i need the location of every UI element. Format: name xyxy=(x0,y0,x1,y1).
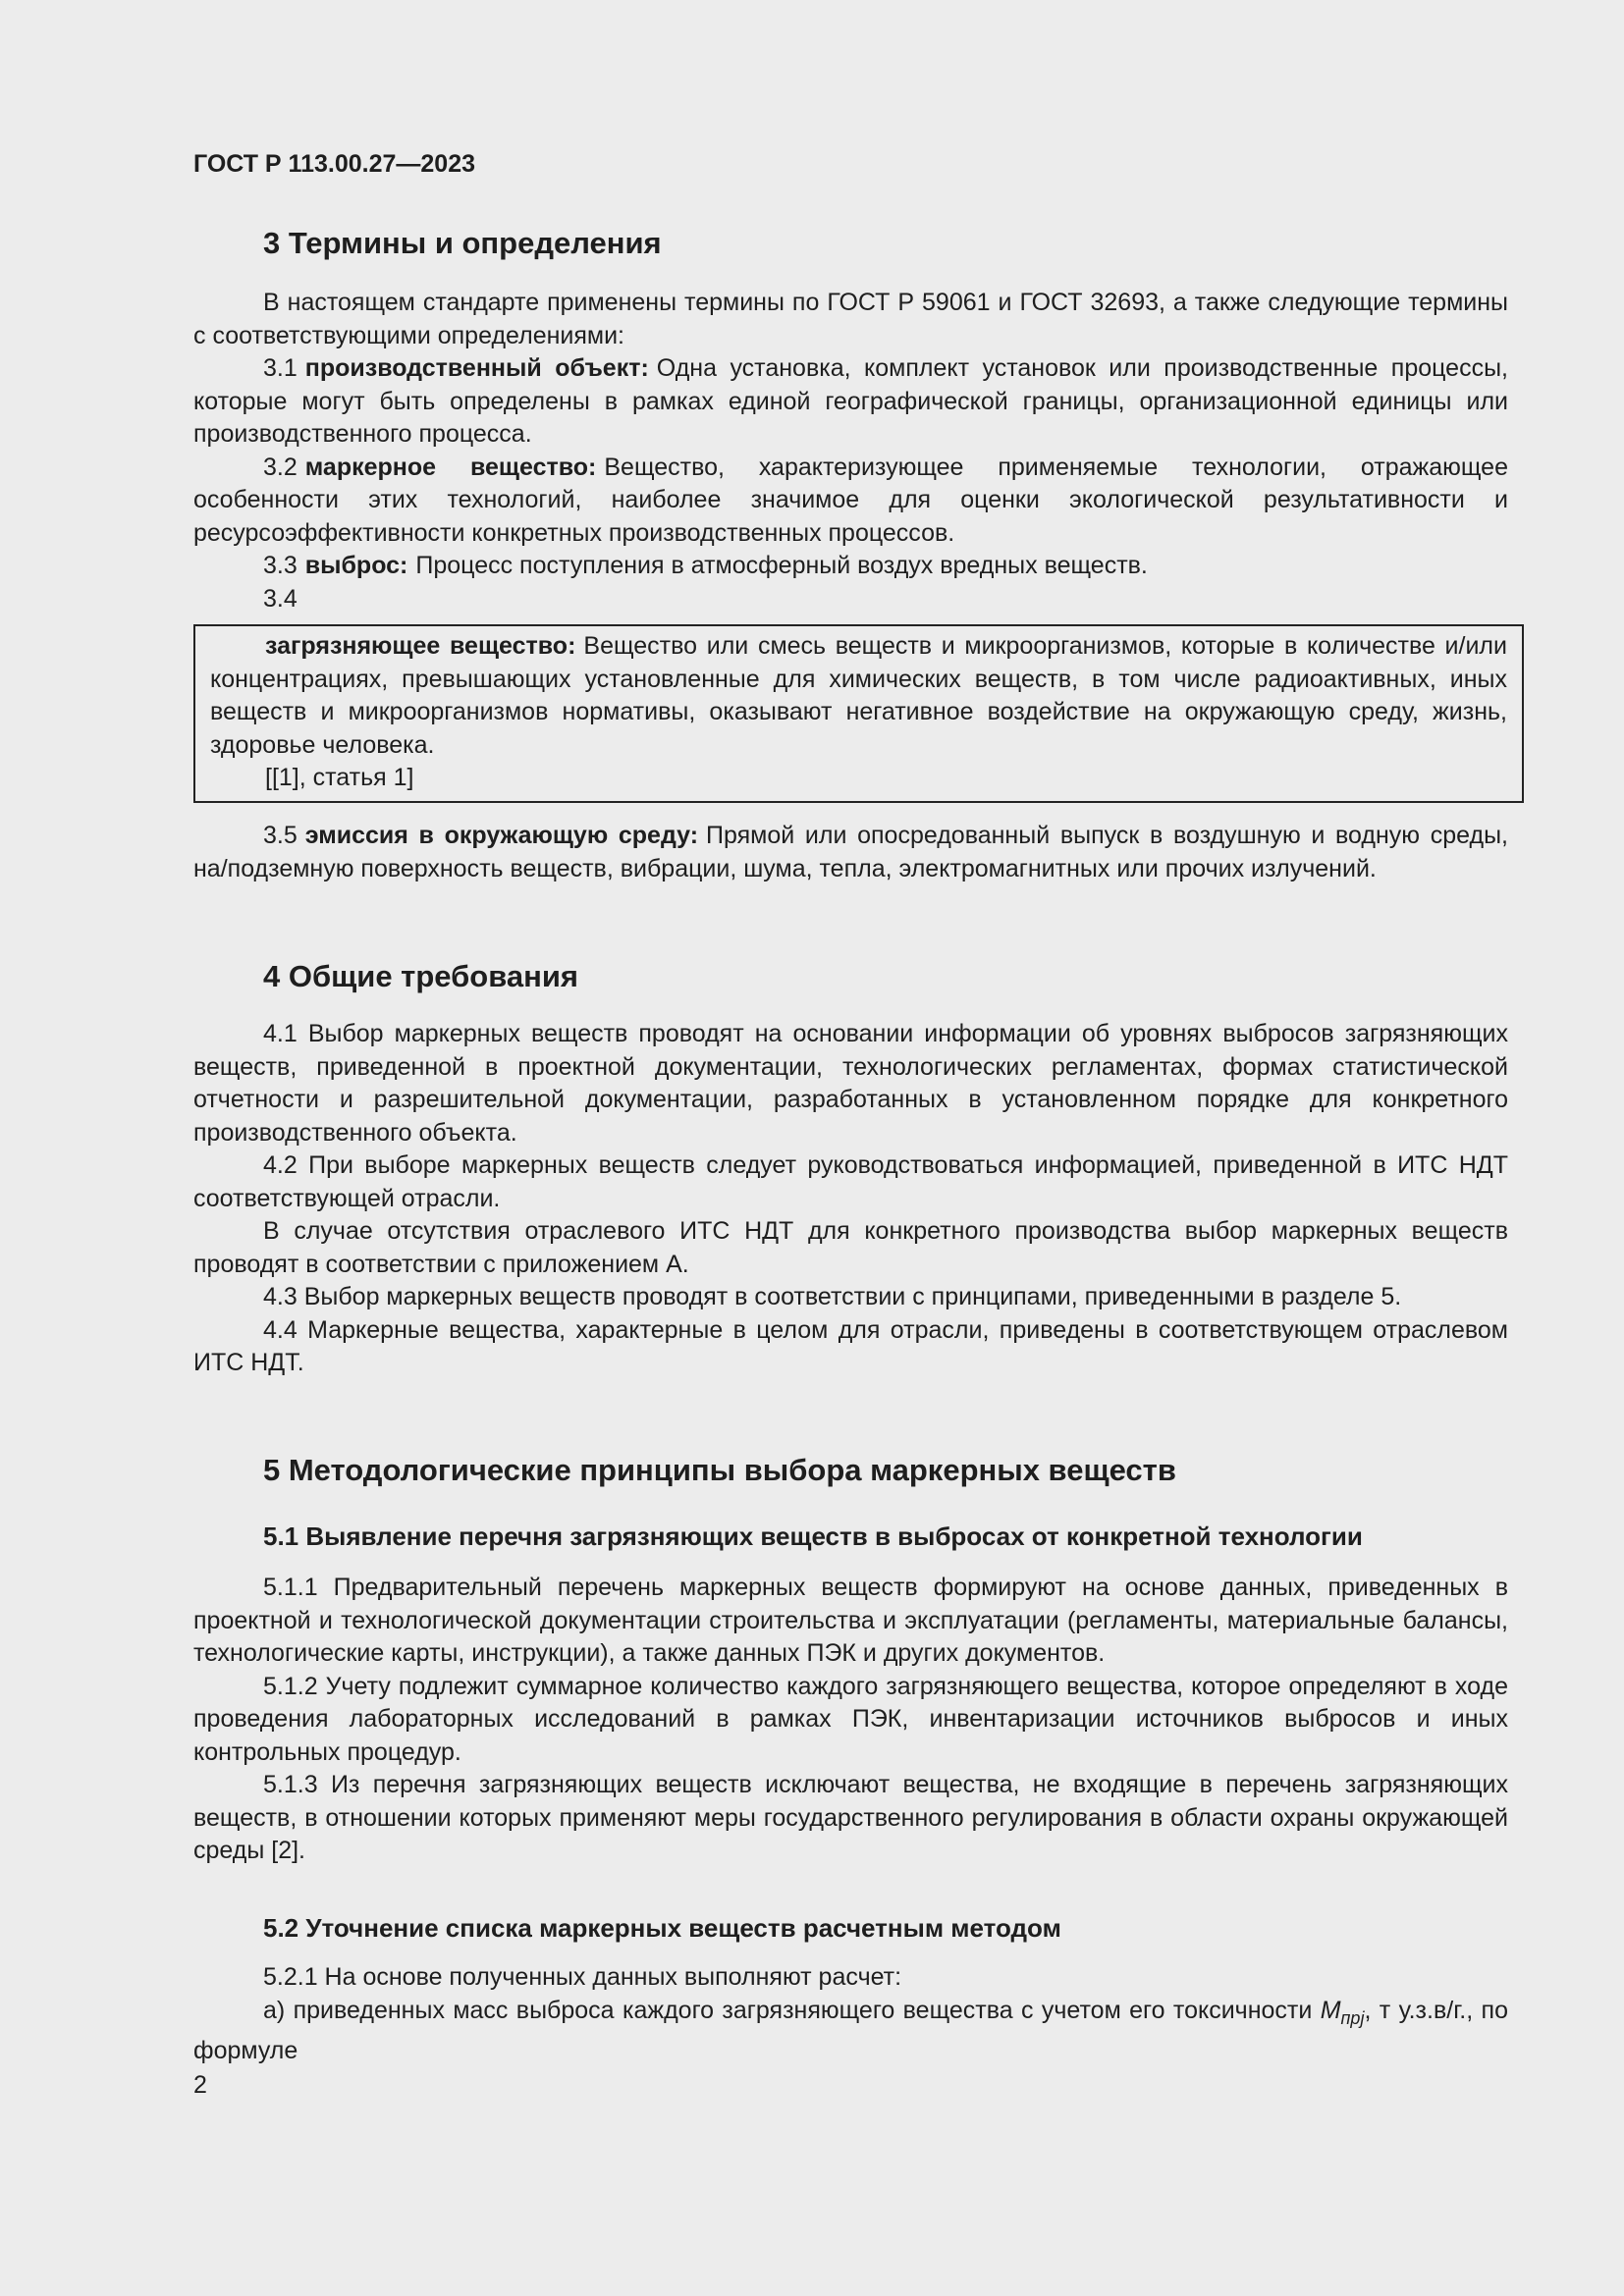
section-4-body xyxy=(193,1018,1508,1380)
term-definition: Одна установка, комплект установок или производственные процессы, которые могут быть определены в рамках единой географической границы, организационной единицы или производственного процесса. xyxy=(193,354,1508,448)
term-3-5-block xyxy=(193,820,1508,885)
term-number: 3.1 xyxy=(263,354,298,382)
subsection-5-2-body xyxy=(193,1961,1508,2068)
term-number: 3.3 xyxy=(263,552,298,579)
subsection-5-2-title: 5.2 Уточнение списка маркерных веществ расчетным методом xyxy=(263,1913,1061,1943)
section-4-title: 4 Общие требования xyxy=(263,959,578,993)
section-3-title: 3 Термины и определения xyxy=(263,226,662,260)
clause-4-3: 4.3 Выбор маркерных веществ проводят в соответствии с принципами, приведенными в разделе 5. xyxy=(263,1283,1402,1310)
clause-5-1-2: 5.1.2 Учету подлежит суммарное количество каждого загрязняющего вещества, которое определяют в ходе проведения лабораторных исследований в рамках ПЭК, инвентаризации источников выбросов и иных контрольных процедур. xyxy=(193,1672,1508,1766)
term-name: выброс: xyxy=(304,552,408,579)
subsection-5-1-body xyxy=(193,1572,1508,1868)
term-name: эмиссия в окружающую среду: xyxy=(304,822,699,849)
term-3-4 xyxy=(210,630,1507,762)
term-number: 3.2 xyxy=(263,453,298,481)
clause-4-2-note: В случае отсутствия отраслевого ИТС НДТ для конкретного производства выбор маркерных веществ проводят в соответствии с приложением А. xyxy=(193,1217,1508,1278)
term-definition: Вещество или смесь веществ и микроорганизмов, которые в количестве и/или концентрациях, превышающих установленные для химических веществ, в том числе радиоактивных, иных веществ и микроорганизмов нормативы, оказывают негативное воздействие на окружающую среду, жизнь, здоровье человека. xyxy=(210,632,1507,759)
term-3-4-box xyxy=(193,624,1524,803)
section-5-title: 5 Методологические принципы выбора маркерных веществ xyxy=(263,1453,1176,1487)
clause-5-1-1: 5.1.1 Предварительный перечень маркерных веществ формируют на основе данных, приведенных в проектной и технологической документации строительства и эксплуатации (регламенты, материальные балансы, технологические карты, инструкции), а также данных ПЭК и других документов. xyxy=(193,1574,1508,1667)
clause-5-1-3: 5.1.3 Из перечня загрязняющих веществ исключают вещества, не входящие в перечень загрязняющих веществ, в отношении которых применяют меры государственного регулирования в области охраны окружающей среды [2]. xyxy=(193,1771,1508,1864)
term-3-2 xyxy=(193,452,1508,551)
page-number: 2 xyxy=(193,2071,207,2099)
clause-4-2: 4.2 При выборе маркерных веществ следует руководствоваться информацией, приведенной в ИТС НДТ соответствующей отрасли. xyxy=(193,1151,1508,1212)
mass-symbol: M xyxy=(1320,1996,1341,2024)
term-definition: Процесс поступления в атмосферный воздух вредных веществ. xyxy=(415,552,1148,579)
term-definition: Вещество, характеризующее применяемые технологии, отражающее особенности этих технологий, наиболее значимое для оценки экологической результативности и ресурсоэффективности конкретных производственных процессов. xyxy=(193,453,1508,547)
term-number: 3.5 xyxy=(263,822,298,849)
term-3-4-number: 3.4 xyxy=(263,584,298,613)
subsection-5-1-title: 5.1 Выявление перечня загрязняющих веществ в выбросах от конкретной технологии xyxy=(263,1522,1363,1551)
mass-subscript: прj xyxy=(1340,2007,1365,2028)
term-3-1 xyxy=(193,352,1508,452)
clause-text-end: , т у.з.в/г., по формуле xyxy=(193,1996,1508,2064)
document-id: ГОСТ Р 113.00.27—2023 xyxy=(193,150,476,178)
section-3-intro: В настоящем стандарте применены термины по ГОСТ Р 59061 и ГОСТ 32693, а также следующие термины с соответствующими определениями: xyxy=(193,289,1508,349)
clause-text: а) приведенных масс выброса каждого загрязняющего вещества с учетом его токсичности xyxy=(263,1996,1321,2024)
term-name: загрязняющее вещество: xyxy=(265,632,576,660)
clause-5-2-1-a xyxy=(193,1995,1508,2068)
clause-4-1: 4.1 Выбор маркерных веществ проводят на основании информации об уровнях выбросов загрязняющих веществ, приведенной в проектной документации, технологических регламентах, формах статистической отчетности и разрешительной документации, разработанных в установленном порядке для конкретного производственного объекта. xyxy=(193,1020,1508,1147)
term-3-3 xyxy=(193,550,1508,583)
term-definition: Прямой или опосредованный выпуск в воздушную и водную среды, на/подземную поверхность веществ, вибрации, шума, тепла, электромагнитных или прочих излучений. xyxy=(193,822,1508,882)
term-name: производственный объект: xyxy=(304,354,649,382)
term-3-4-reference: [[1], статья 1] xyxy=(265,764,414,791)
clause-4-4: 4.4 Маркерные вещества, характерные в целом для отрасли, приведены в соответствующем отраслевом ИТС НДТ. xyxy=(193,1315,1508,1376)
clause-5-2-1: 5.2.1 На основе полученных данных выполняют расчет: xyxy=(263,1963,902,1991)
section-3-body xyxy=(193,287,1508,615)
term-name: маркерное вещество: xyxy=(304,453,597,481)
term-3-5 xyxy=(193,820,1508,885)
